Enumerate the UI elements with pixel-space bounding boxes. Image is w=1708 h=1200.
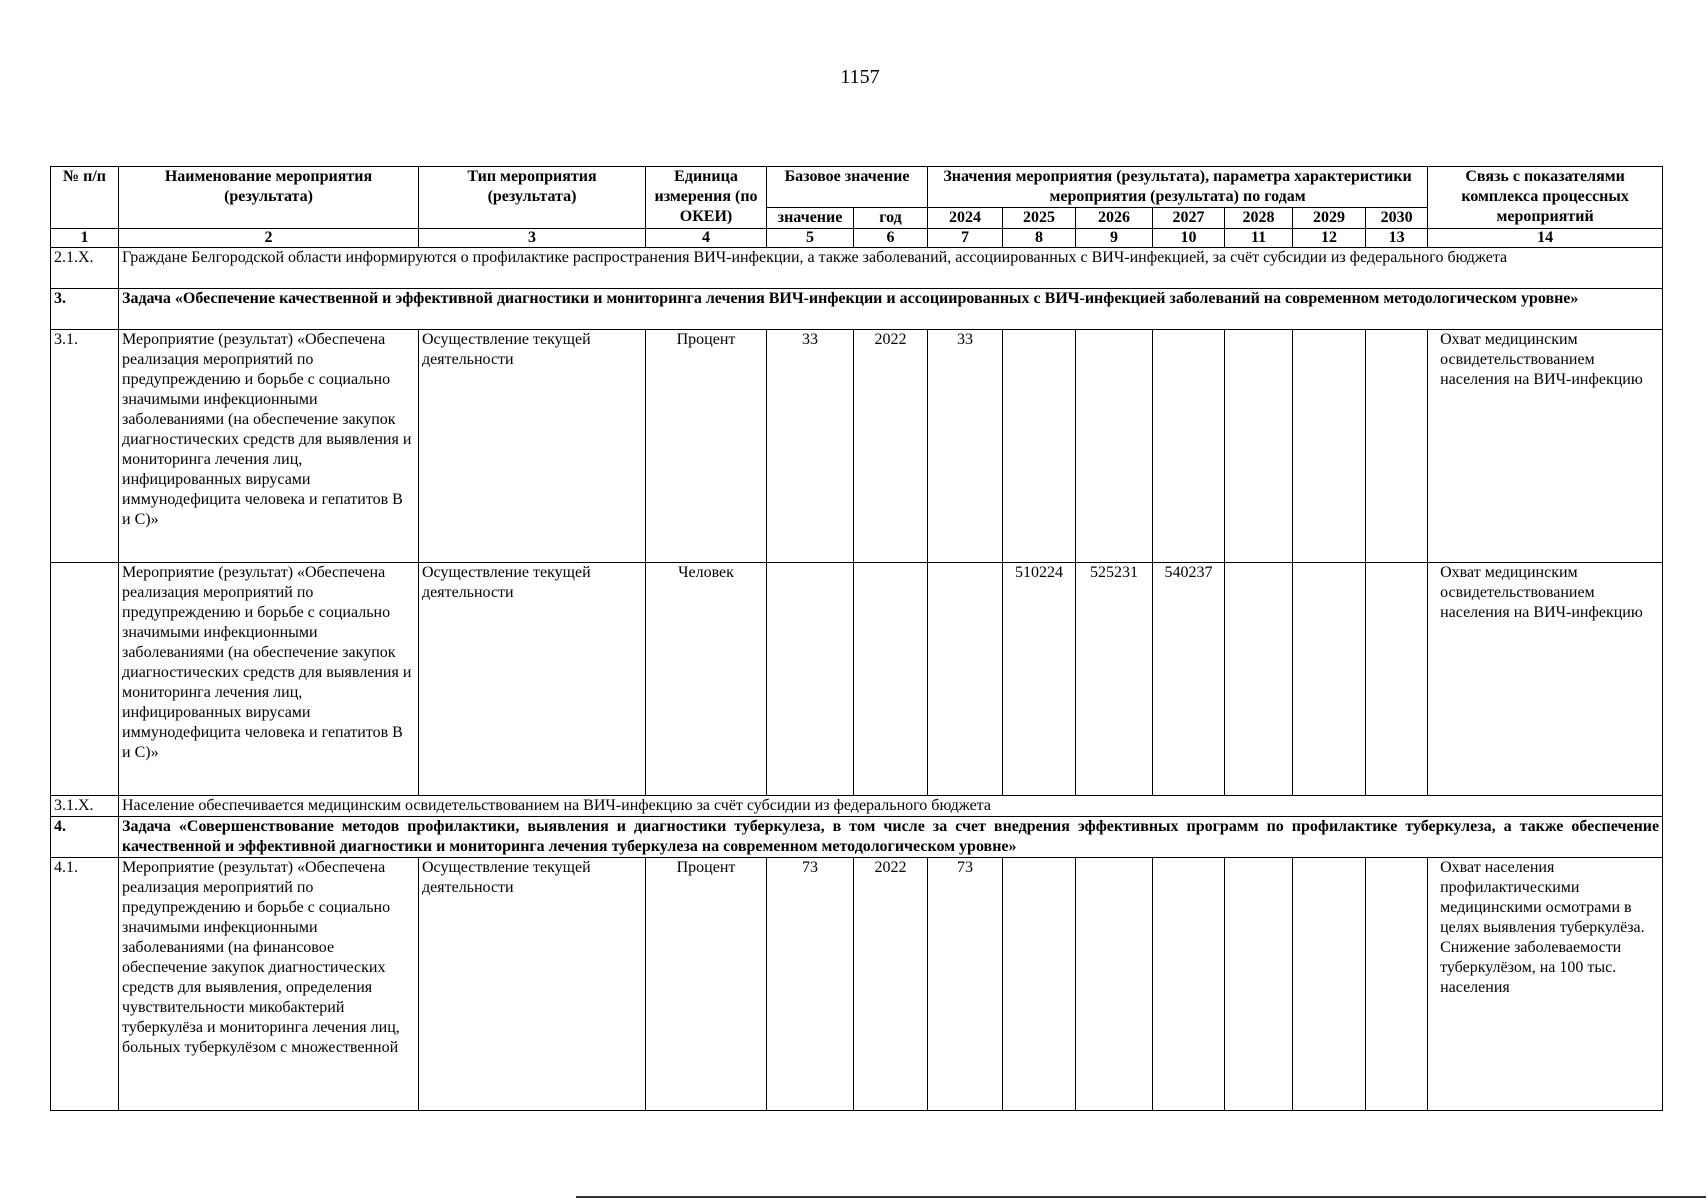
row-span-text: Население обеспечивается медицинским освидетельствованием на ВИЧ-инфекцию за счёт субсидии из федерального бюджета [119, 796, 1663, 817]
base-year [854, 563, 928, 796]
year-value [1003, 330, 1076, 563]
column-number: 3 [419, 229, 646, 248]
indicator-link: Охват медицинским освидетельствованием населения на ВИЧ-инфекцию [1428, 330, 1663, 563]
table-row [51, 563, 1663, 796]
task-row [51, 817, 1663, 858]
year-value [1366, 858, 1428, 1111]
base-value: 33 [767, 330, 854, 563]
task-text: Задача «Совершенствование методов профилактики, выявления и диагностики туберкулеза, в том числе за счет внедрения эффективных программ по профилактике туберкулеза, а также обеспечение качественной и эффективной диагностики и мониторинга лечения туберкулеза на современном методологическом уровне» [119, 817, 1663, 858]
header-type: Тип мероприятия (результата) [419, 167, 646, 229]
column-number: 8 [1003, 229, 1076, 248]
column-number: 4 [646, 229, 767, 248]
header-year: 2028 [1225, 208, 1293, 229]
year-value: 525231 [1076, 563, 1153, 796]
column-number: 5 [767, 229, 854, 248]
column-number: 10 [1153, 229, 1225, 248]
year-value [1153, 330, 1225, 563]
measure-name: Мероприятие (результат) «Обеспечена реализация мероприятий по предупреждению и борьбе с социально значимыми инфекционными заболеваниями (на обеспечение закупок диагностических средств для выявления и мониторинга лечения лиц, инфицированных вирусами иммунодефицита человека и гепатитов B и C)» [119, 330, 419, 563]
column-number: 14 [1428, 229, 1663, 248]
row-number: 4. [51, 817, 119, 858]
header-year: 2024 [928, 208, 1003, 229]
measure-type: Осуществление текущей деятельности [419, 563, 646, 796]
header-name: Наименование мероприятия (результата) [119, 167, 419, 229]
row-number [51, 563, 119, 796]
column-number: 13 [1366, 229, 1428, 248]
measures-table [50, 166, 1663, 1111]
header-year: 2029 [1293, 208, 1366, 229]
year-value [1366, 563, 1428, 796]
header-values: Значения мероприятия (результата), параметра характеристики мероприятия (результата) по годам [928, 167, 1428, 208]
row-span-text: Граждане Белгородской области информируются о профилактике распространения ВИЧ-инфекции, а также заболеваний, ассоциированных с ВИЧ-инфекцией, за счёт субсидии из федерального бюджета [119, 248, 1663, 289]
year-value [1293, 330, 1366, 563]
year-value: 510224 [1003, 563, 1076, 796]
table-row [51, 858, 1663, 1111]
row-number: 2.1.X. [51, 248, 119, 289]
row-number: 3. [51, 289, 119, 330]
header-base-year: год [854, 208, 928, 229]
year-value [1293, 858, 1366, 1111]
header-num: № п/п [51, 167, 119, 229]
header-unit: Единица измерения (по ОКЕИ) [646, 167, 767, 229]
task-row [51, 289, 1663, 330]
base-value: 73 [767, 858, 854, 1111]
row-number: 3.1. [51, 330, 119, 563]
row-number: 4.1. [51, 858, 119, 1111]
header-year: 2025 [1003, 208, 1076, 229]
year-value: 73 [928, 858, 1003, 1111]
column-number: 7 [928, 229, 1003, 248]
measure-name: Мероприятие (результат) «Обеспечена реализация мероприятий по предупреждению и борьбе с социально значимыми инфекционными заболеваниями (на финансовое обеспечение закупок диагностических средств для выявления, определения чувствительности микобактерий туберкулёза и мониторинга лечения лиц, больных туберкулёзом с множественной [119, 858, 419, 1111]
header-year: 2030 [1366, 208, 1428, 229]
indicator-link: Охват медицинским освидетельствованием населения на ВИЧ-инфекцию [1428, 563, 1663, 796]
measure-name: Мероприятие (результат) «Обеспечена реализация мероприятий по предупреждению и борьбе с социально значимыми инфекционными заболеваниями (на обеспечение закупок диагностических средств для выявления и мониторинга лечения лиц, инфицированных вирусами иммунодефицита человека и гепатитов B и C)» [119, 563, 419, 796]
year-value [1225, 563, 1293, 796]
header-link: Связь с показателями комплекса процессных мероприятий [1428, 167, 1663, 229]
year-value [1366, 330, 1428, 563]
base-year: 2022 [854, 858, 928, 1111]
year-value [1293, 563, 1366, 796]
page-number: 1157 [840, 66, 880, 88]
footer-rule [576, 1196, 1706, 1198]
column-number: 2 [119, 229, 419, 248]
header-year: 2027 [1153, 208, 1225, 229]
column-number: 11 [1225, 229, 1293, 248]
table-row [51, 330, 1663, 563]
row-number: 3.1.X. [51, 796, 119, 817]
column-number: 9 [1076, 229, 1153, 248]
header-base: Базовое значение [767, 167, 928, 208]
base-year: 2022 [854, 330, 928, 563]
measure-unit: Процент [646, 330, 767, 563]
header-year: 2026 [1076, 208, 1153, 229]
year-value: 33 [928, 330, 1003, 563]
header-base-value: значение [767, 208, 854, 229]
measure-unit: Человек [646, 563, 767, 796]
column-number: 6 [854, 229, 928, 248]
measure-type: Осуществление текущей деятельности [419, 858, 646, 1111]
table-row [51, 796, 1663, 817]
year-value [928, 563, 1003, 796]
table-row [51, 248, 1663, 289]
year-value [1003, 858, 1076, 1111]
year-value [1076, 858, 1153, 1111]
year-value [1076, 330, 1153, 563]
column-number: 1 [51, 229, 119, 248]
task-text: Задача «Обеспечение качественной и эффективной диагностики и мониторинга лечения ВИЧ-инфекции и ассоциированных с ВИЧ-инфекцией заболеваний на современном методологическом уровне» [119, 289, 1663, 330]
column-number: 12 [1293, 229, 1366, 248]
year-value [1225, 330, 1293, 563]
year-value: 540237 [1153, 563, 1225, 796]
base-value [767, 563, 854, 796]
year-value [1225, 858, 1293, 1111]
measure-type: Осуществление текущей деятельности [419, 330, 646, 563]
measure-unit: Процент [646, 858, 767, 1111]
year-value [1153, 858, 1225, 1111]
indicator-link: Охват населения профилактическими медицинскими осмотрами в целях выявления туберкулёза. Снижение заболеваемости туберкулёзом, на 100 тыс. населения [1428, 858, 1663, 1111]
